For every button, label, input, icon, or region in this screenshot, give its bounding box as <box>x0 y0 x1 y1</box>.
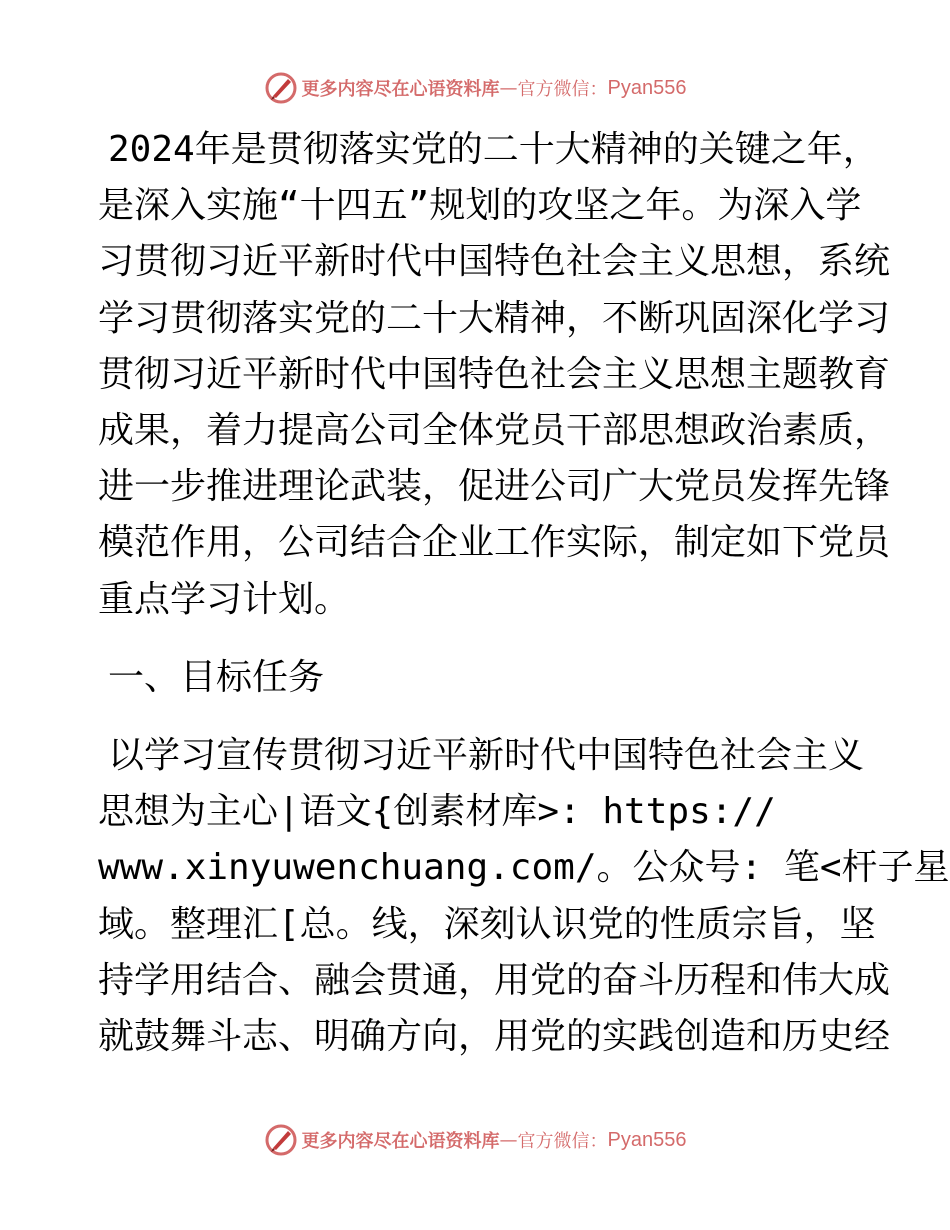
text-line: www.xinyuwenchuang.com/。公众号: 笔<杆子星 <box>98 847 950 889</box>
text-line: 贯彻习近平新时代中国特色社会主义思想主题教育 <box>98 353 891 395</box>
quill-logo-icon <box>264 71 298 105</box>
banner-wechat-id: Pyan556 <box>607 76 687 99</box>
banner-slogan: 更多内容尽在心语资料库 <box>301 1131 500 1152</box>
text-line: 以学习宣传贯彻习近平新时代中国特色社会主义 <box>108 735 865 777</box>
body-paragraph <box>98 728 950 1065</box>
banner-official-label: 官方微信： <box>517 1131 608 1152</box>
quill-logo-icon <box>264 1123 298 1157</box>
text-line: 域。整理汇[总。线，深刻认识党的性质宗旨，坚 <box>98 903 876 945</box>
banner-dash: — <box>499 1129 518 1151</box>
document-body <box>98 122 950 1065</box>
section-heading: 一、目标任务 <box>108 656 325 698</box>
intro-paragraph <box>98 122 891 628</box>
text-line: 成果，着力提高公司全体党员干部思想政治素质， <box>98 410 891 452</box>
text-line: 2024年是贯彻落实党的二十大精神的关键之年， <box>108 129 879 170</box>
header-banner <box>0 66 950 110</box>
text-line: 进一步推进理论武装，促进公司广大党员发挥先锋 <box>98 466 891 508</box>
text-line: 重点学习计划。 <box>98 578 351 620</box>
text-line: 是深入实施“十四五”规划的攻坚之年。为深入学 <box>98 185 862 227</box>
banner-dash: — <box>499 77 518 99</box>
text-line: 学习贯彻落实党的二十大精神，不断巩固深化学习 <box>98 297 891 339</box>
banner-wechat-id: Pyan556 <box>607 1128 687 1151</box>
text-line: 就鼓舞斗志、明确方向，用党的实践创造和历史经 <box>98 1016 891 1058</box>
footer-banner <box>0 1118 950 1162</box>
text-line: 思想为主心|语文{创素材库>: https:// <box>98 791 776 833</box>
text-line: 持学用结合、融会贯通，用党的奋斗历程和伟大成 <box>98 959 891 1001</box>
text-line: 模范作用，公司结合企业工作实际，制定如下党员 <box>98 522 891 564</box>
text-line: 习贯彻习近平新时代中国特色社会主义思想，系统 <box>98 241 891 283</box>
banner-official-label: 官方微信： <box>517 79 608 100</box>
banner-slogan: 更多内容尽在心语资料库 <box>301 79 500 100</box>
